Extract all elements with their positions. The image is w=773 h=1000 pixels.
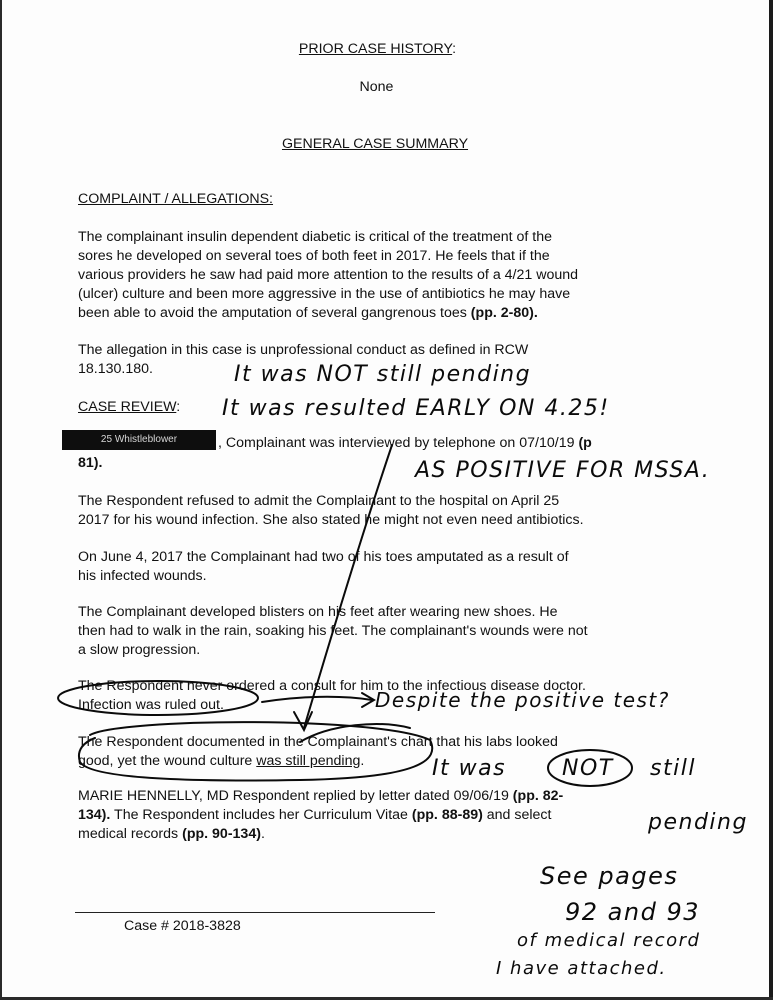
respondent-text-2b: and select <box>482 807 552 823</box>
interview-text: , Complainant was interviewed by telephone on 07/10/19 <box>218 435 579 451</box>
respondent-ref-4: (pp. 90-134) <box>182 826 261 842</box>
handwritten-note-3: AS POSITIVE FOR MSSA. <box>415 458 711 483</box>
allegation-line-2: 18.130.180. <box>78 361 153 377</box>
prior-case-history-title: PRIOR CASE HISTORY <box>298 41 453 57</box>
labs-still-pending: was still pending <box>256 753 361 769</box>
allegation-line-1: The allegation in this case is unprofessional conduct as defined in RCW <box>78 342 529 358</box>
review-p3-line-1: The Complainant developed blisters on his feet after wearing new shoes. He <box>78 604 558 620</box>
review-p3-line-2: then had to walk in the rain, soaking his feet. The complainant's wounds were not <box>78 623 588 639</box>
handwritten-note-5a: It was <box>432 756 507 781</box>
review-p2-line-2: his infected wounds. <box>78 568 207 584</box>
handwritten-note-8: 92 and 93 <box>565 898 700 926</box>
handwritten-note-4: Despite the positive test? <box>375 688 670 712</box>
arrow-long-head <box>294 712 312 730</box>
complaint-line-2: sores he developed on several toes of both feet in 2017. He feels that if the <box>78 248 550 264</box>
scan-edge-left <box>0 0 2 1000</box>
respondent-ref-3: (pp. 88-89) <box>411 807 483 823</box>
respondent-text-3b: . <box>260 826 265 842</box>
handwritten-note-10: I have attached. <box>496 958 667 979</box>
handwritten-note-5c: still <box>650 756 696 781</box>
complaint-line-3: various providers he saw had paid more attention to the results of a 4/21 wound <box>78 267 579 283</box>
handwritten-note-7: See pages <box>540 862 679 890</box>
review-p3-line-3: a slow progression. <box>78 642 201 658</box>
interview-ref-2: 81). <box>78 455 103 471</box>
labs-line-1: The Respondent documented in the Complainant's chart that his labs looked <box>78 734 558 750</box>
handwritten-note-5b: NOT <box>562 756 614 781</box>
review-p1-line-2: 2017 for his wound infection. She also stated he might not even need antibiotics. <box>78 512 584 528</box>
prior-case-history-value: None <box>359 79 394 95</box>
review-p4-line-2: Infection was ruled out. <box>78 697 224 713</box>
arrow-to-despite <box>262 697 372 702</box>
review-p2-line-1: On June 4, 2017 the Complainant had two of his toes amputated as a result of <box>78 549 569 565</box>
complaint-heading: COMPLAINT / ALLEGATIONS: <box>78 191 274 207</box>
interview-ref-1: (p <box>578 435 592 451</box>
labs-line-2-c: . <box>360 753 365 769</box>
circle-ruled-out <box>58 681 258 715</box>
handwritten-note-1: It was NOT still pending <box>234 362 532 387</box>
arrow-long <box>304 445 392 728</box>
complaint-line-1: The complainant insulin dependent diabetic is critical of the treatment of the <box>78 229 552 245</box>
redacted-name: 25 Whistleblower <box>62 430 216 450</box>
complaint-pages-ref: (pp. 2-80). <box>470 305 538 321</box>
complaint-line-4: (ulcer) culture and been more aggressive in the use of antibiotics he may have <box>78 286 571 302</box>
respondent-text-1: MARIE HENNELLY, MD Respondent replied by letter dated 09/06/19 <box>78 788 513 804</box>
prior-case-history-colon: : <box>452 41 457 57</box>
respondent-ref-2: 134). <box>78 807 111 823</box>
review-p4-line-1: The Respondent never ordered a consult for him to the infectious disease doctor. <box>78 678 586 694</box>
complaint-line-5-text: been able to avoid the amputation of several gangrenous toes <box>78 305 471 321</box>
respondent-text-2: The Respondent includes her Curriculum Vitae <box>110 807 412 823</box>
respondent-ref-1: (pp. 82- <box>512 788 564 804</box>
handwritten-note-6: pending <box>648 810 748 835</box>
general-case-summary-heading: GENERAL CASE SUMMARY <box>281 136 469 152</box>
review-p1-line-1: The Respondent refused to admit the Complainant to the hospital on April 25 <box>78 493 560 509</box>
case-review-title: CASE REVIEW <box>78 399 177 415</box>
circle-still-pending <box>79 722 432 780</box>
handwritten-note-2: It was resulted EARLY ON 4.25! <box>222 396 610 421</box>
labs-line-2-a: good, yet the wound culture <box>78 753 257 769</box>
scan-edge-right <box>769 0 773 1000</box>
respondent-text-3: medical records <box>78 826 183 842</box>
case-number: Case # 2018-3828 <box>124 918 241 934</box>
handwritten-note-9: of medical record <box>517 930 701 951</box>
case-review-colon: : <box>176 399 181 415</box>
